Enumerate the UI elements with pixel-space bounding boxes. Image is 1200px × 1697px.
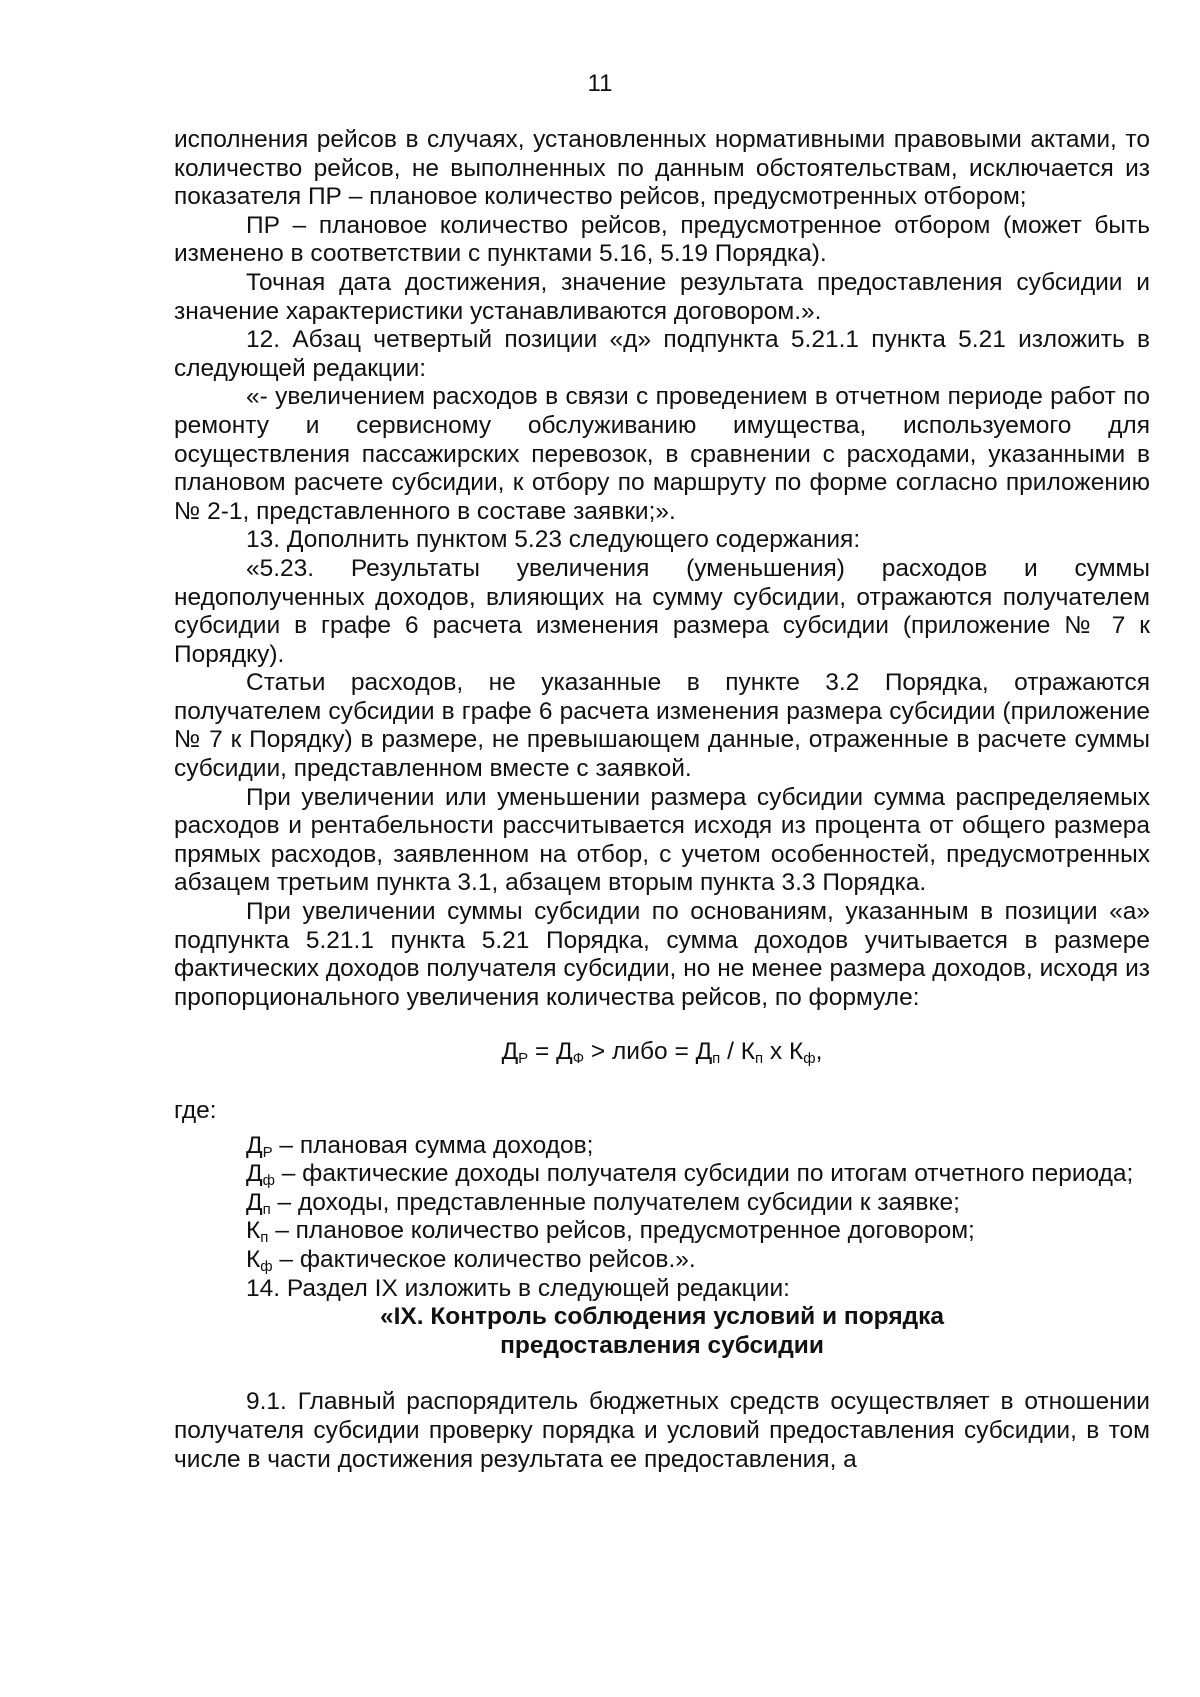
paragraph-expense-increase: «- увеличением расходов в связи с проведением в отчетном периоде работ по ремонту и сервисному обслуживанию имущества, используемого для осуществления пассажирских перевозок, в сравнении с расходами, указанными в плановом расчете субсидии, к отбору по маршруту по форме согласно приложению № 2-1, представленного в составе заявки;». xyxy=(174,383,1150,525)
definition-actual-trips: $К_ф$ – фактическое количество рейсов.». xyxy=(246,1245,696,1275)
paragraph-item-14: 14. Раздел IX изложить в следующей редакции: xyxy=(246,1274,790,1302)
paragraph-9-1: 9.1. Главный распорядитель бюджетных средств осуществляет в отношении получателя субсидии проверку порядка и условий предоставления субсидии, в том числе в части достижения результата ее предоставления, а xyxy=(174,1388,1150,1473)
paragraph-pr-definition: ПР – плановое количество рейсов, предусмотренное отбором (может быть изменено в соответствии с пунктами 5.16, 5.19 Порядка). xyxy=(174,211,1150,268)
income-formula: $Д_Р = Д_Ф$ > либо = $Д_п / К_п$ х $К_ф$, xyxy=(501,1038,823,1068)
paragraph-item-12: 12. Абзац четвертый позиции «д» подпункта 5.21.1 пункта 5.21 изложить в следующей редакции: xyxy=(174,326,1150,382)
paragraph-item-13: 13. Дополнить пунктом 5.23 следующего содержания: xyxy=(246,526,861,554)
paragraph-5-23: «5.23. Результаты увеличения (уменьшения) расходов и суммы недополученных доходов, влияющих на сумму субсидии, отражаются получателем субсидии в графе 6 расчета изменения размера субсидии (приложение № 7 к Порядку). xyxy=(174,554,1150,668)
definition-planned-trips: $К_п$ – плановое количество рейсов, предусмотренное договором; xyxy=(246,1217,975,1247)
paragraph-formula-intro: При увеличении суммы субсидии по основаниям, указанным в позиции «а» подпункта 5.21.1 пункта 5.21 Порядка, сумма доходов учитывается в размере фактических доходов получателя субсидии, но не менее размера доходов, исходя из пропорционального увеличения количества рейсов, по формуле: xyxy=(174,898,1150,1011)
definition-planned-income: $Д_Р$ – плановая сумма доходов; xyxy=(246,1131,594,1161)
page-number: 11 xyxy=(587,70,613,97)
paragraph-expense-items: Статьи расходов, не указанные в пункте 3.2 Порядка, отражаются получателем субсидии в графе 6 расчета изменения размера субсидии (приложение № 7 к Порядку) в размере, не превышающем данные, отраженные в расчете суммы субсидии, представленном вместе с заявкой. xyxy=(174,669,1150,783)
section-heading-line2: предоставления субсидии xyxy=(500,1331,824,1359)
section-heading-line1: «IX. Контроль соблюдения условий и порядка xyxy=(379,1303,945,1331)
paragraph-distribution: При увеличении или уменьшении размера субсидии сумма распределяемых расходов и рентабельности рассчитывается исходя из процента от общего размера прямых расходов, заявленном на отбор, с учетом особенностей, предусмотренных абзацем третьим пункта 3.1, абзацем вторым пункта 3.3 Порядка. xyxy=(174,783,1150,897)
paragraph-continued: исполнения рейсов в случаях, установленных нормативными правовыми актами, то количество рейсов, не выполненных по данным обстоятельствам, исключается из показателя ПР – плановое количество рейсов, предусмотренных отбором; xyxy=(174,126,1150,211)
document-body xyxy=(174,126,1150,1474)
definition-submitted-income: $Д_п$ – доходы, представленные получателем субсидии к заявке; xyxy=(246,1188,960,1218)
paragraph-exact-date: Точная дата достижения, значение результата предоставления субсидии и значение характеристики устанавливаются договором.». xyxy=(174,268,1150,325)
definition-actual-income: $Д_ф$ – фактические доходы получателя субсидии по итогам отчетного периода; xyxy=(246,1160,1134,1190)
where-label: где: xyxy=(174,1097,217,1124)
heading-spacer xyxy=(174,1360,1150,1388)
